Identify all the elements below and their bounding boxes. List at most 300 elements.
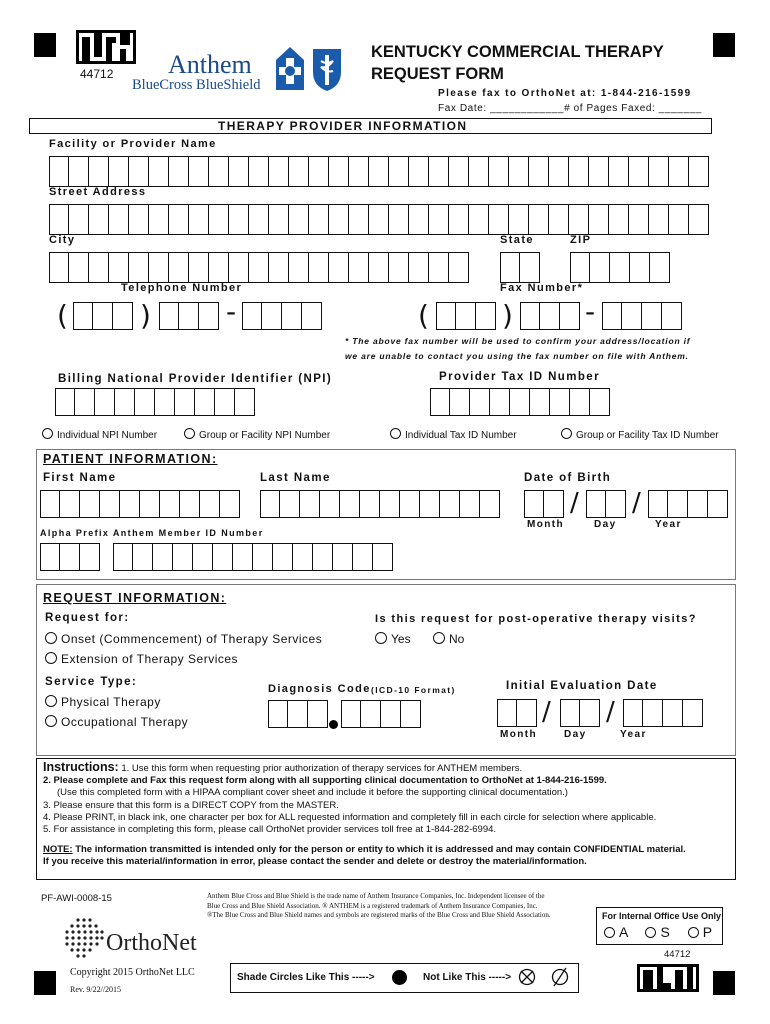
group-tax-option[interactable]: Group or Facility Tax ID Number: [561, 428, 719, 441]
character-box[interactable]: [470, 388, 490, 416]
form-title-line1: KENTUCKY COMMERCIAL THERAPY: [371, 43, 664, 61]
character-box[interactable]: [409, 156, 429, 187]
character-box[interactable]: [369, 156, 389, 187]
instructions-box: [36, 758, 736, 880]
character-box[interactable]: [233, 543, 253, 571]
character-box[interactable]: [353, 543, 373, 571]
character-box[interactable]: [300, 490, 320, 518]
instructions-heading: Instructions:: [43, 760, 119, 774]
character-box[interactable]: [289, 204, 309, 235]
character-box[interactable]: [179, 302, 199, 330]
character-box[interactable]: [73, 302, 93, 330]
character-box[interactable]: [309, 156, 329, 187]
office-p-radio[interactable]: [688, 927, 699, 938]
character-box[interactable]: [430, 388, 450, 416]
character-box[interactable]: [129, 156, 149, 187]
character-box[interactable]: [650, 252, 670, 283]
character-box[interactable]: [590, 388, 610, 416]
character-box[interactable]: [524, 490, 544, 518]
character-box[interactable]: [209, 156, 229, 187]
onset-radio[interactable]: [45, 632, 57, 644]
character-box[interactable]: [623, 699, 643, 727]
character-box[interactable]: [476, 302, 496, 330]
character-box[interactable]: [229, 156, 249, 187]
character-box[interactable]: [589, 204, 609, 235]
character-box[interactable]: [249, 252, 269, 283]
character-box[interactable]: [517, 699, 537, 727]
character-box[interactable]: [688, 490, 708, 518]
character-box[interactable]: [60, 490, 80, 518]
request-section-title: REQUEST INFORMATION:: [43, 591, 227, 605]
orthonet-wordmark: OrthoNet: [106, 930, 197, 956]
phone-open-paren: (: [57, 299, 68, 332]
fax-to-line: Please fax to OrthoNet at: 1-844-216-1599: [438, 88, 692, 99]
form-id-bottom: 44712: [664, 949, 691, 960]
character-box[interactable]: [662, 302, 682, 330]
character-box[interactable]: [589, 156, 609, 187]
phone-prefix-field[interactable]: [159, 302, 219, 330]
character-box[interactable]: [449, 156, 469, 187]
initial-eval-label: Initial Evaluation Date: [506, 680, 658, 692]
character-box[interactable]: [540, 302, 560, 330]
character-box[interactable]: [169, 252, 189, 283]
individual-tax-option[interactable]: Individual Tax ID Number: [390, 428, 517, 441]
character-box[interactable]: [229, 204, 249, 235]
character-box[interactable]: [708, 490, 728, 518]
character-box[interactable]: [95, 388, 115, 416]
office-option-p[interactable]: P: [688, 924, 713, 940]
legal-line-2: Blue Cross and Blue Shield Association. ® ANTHEM is a registered trademark of Anthem Insurance Companies, Inc.: [207, 901, 538, 910]
character-box[interactable]: [189, 204, 209, 235]
diagnosis-code-left-field[interactable]: [268, 700, 328, 728]
character-box[interactable]: [69, 156, 89, 187]
character-box[interactable]: [400, 490, 420, 518]
dob-year-field[interactable]: [648, 490, 728, 518]
office-option-a[interactable]: A: [604, 924, 629, 940]
fax-line-field[interactable]: [602, 302, 682, 330]
character-box[interactable]: [309, 252, 329, 283]
character-box[interactable]: [200, 490, 220, 518]
city-field[interactable]: [49, 252, 469, 283]
character-box[interactable]: [215, 388, 235, 416]
character-box[interactable]: [308, 700, 328, 728]
character-box[interactable]: [569, 156, 589, 187]
fax-prefix-field[interactable]: [520, 302, 580, 330]
dob-slash-2: /: [632, 488, 641, 518]
fax-date-line: Fax Date: ____________# of Pages Faxed: _______: [438, 103, 702, 114]
character-box[interactable]: [490, 388, 510, 416]
character-box[interactable]: [349, 156, 369, 187]
character-box[interactable]: [669, 156, 689, 187]
character-box[interactable]: [429, 204, 449, 235]
character-box[interactable]: [89, 156, 109, 187]
character-box[interactable]: [629, 204, 649, 235]
character-box[interactable]: [153, 543, 173, 571]
first-name-field[interactable]: [40, 490, 240, 518]
character-box[interactable]: [509, 156, 529, 187]
fax-open-paren: (: [418, 299, 429, 332]
character-box[interactable]: [689, 156, 709, 187]
eval-year-field[interactable]: [623, 699, 703, 727]
character-box[interactable]: [320, 490, 340, 518]
character-box[interactable]: [149, 204, 169, 235]
service-type-label: Service Type:: [45, 676, 138, 688]
character-box[interactable]: [409, 252, 429, 283]
legal-line-3: ®The Blue Cross and Blue Shield names and symbols are registered marks of the Blue Cross and Blue Shield Association.: [207, 911, 551, 919]
character-box[interactable]: [249, 204, 269, 235]
state-label: State: [500, 234, 534, 246]
character-box[interactable]: [109, 204, 129, 235]
character-box[interactable]: [109, 156, 129, 187]
slashed-circle-example: [549, 966, 571, 988]
phone-dash: -: [226, 295, 237, 328]
character-box[interactable]: [510, 388, 530, 416]
diagnosis-label: Diagnosis Code: [268, 683, 371, 695]
character-box[interactable]: [49, 204, 69, 235]
alpha-prefix-field[interactable]: [40, 543, 100, 571]
character-box[interactable]: [113, 543, 133, 571]
copyright-text: Copyright 2015 OrthoNet LLC: [70, 967, 195, 978]
office-a-radio[interactable]: [604, 927, 615, 938]
character-box[interactable]: [550, 388, 570, 416]
phone-line-field[interactable]: [242, 302, 322, 330]
eval-year-label: Year: [620, 729, 647, 740]
onset-option[interactable]: Onset (Commencement) of Therapy Services: [45, 632, 322, 646]
first-name-label: First Name: [43, 472, 117, 484]
character-box[interactable]: [49, 252, 69, 283]
orthonet-dot-logo: [64, 917, 104, 959]
character-box[interactable]: [622, 302, 642, 330]
character-box[interactable]: [580, 699, 600, 727]
character-box[interactable]: [75, 388, 95, 416]
character-box[interactable]: [80, 543, 100, 571]
character-box[interactable]: [302, 302, 322, 330]
character-box[interactable]: [683, 699, 703, 727]
character-box[interactable]: [109, 252, 129, 283]
dob-year-label: Year: [655, 519, 682, 530]
crossed-circle-example: [517, 967, 537, 987]
group-npi-option[interactable]: Group or Facility NPI Number: [184, 428, 330, 441]
diagnosis-format: (ICD-10 Format): [371, 685, 456, 695]
individual-tax-radio[interactable]: [390, 428, 401, 439]
character-box[interactable]: [544, 490, 564, 518]
office-use-options: [604, 924, 713, 940]
character-box[interactable]: [289, 252, 309, 283]
character-box[interactable]: [586, 490, 606, 518]
note-label: NOTE:: [43, 844, 73, 856]
character-box[interactable]: [288, 700, 308, 728]
fax-area-code-field[interactable]: [436, 302, 496, 330]
character-box[interactable]: [520, 252, 540, 283]
fax-note-line2: we are unable to contact you using the fax number on file with Anthem.: [345, 351, 689, 361]
zip-label: ZIP: [570, 234, 592, 246]
character-box[interactable]: [269, 252, 289, 283]
character-box[interactable]: [643, 699, 663, 727]
legal-line-1: Anthem Blue Cross and Blue Shield is the trade name of Anthem Insurance Companies, Inc. Independent licensee of the: [207, 892, 545, 900]
last-name-label: Last Name: [260, 472, 331, 484]
character-box[interactable]: [229, 252, 249, 283]
character-box[interactable]: [629, 156, 649, 187]
occupational-therapy-option[interactable]: Occupational Therapy: [45, 715, 188, 729]
character-box[interactable]: [49, 156, 69, 187]
character-box[interactable]: [135, 388, 155, 416]
facility-label: Facility or Provider Name: [49, 138, 217, 150]
character-box[interactable]: [253, 543, 273, 571]
character-box[interactable]: [520, 302, 540, 330]
character-box[interactable]: [40, 490, 60, 518]
character-box[interactable]: [381, 700, 401, 728]
character-box[interactable]: [663, 699, 683, 727]
character-box[interactable]: [569, 204, 589, 235]
instruction-2: 2. Please complete and Fax this request form along with all supporting clinical documentation to OrthoNet at 1-844-216-1599.: [43, 775, 607, 787]
character-box[interactable]: [420, 490, 440, 518]
character-box[interactable]: [689, 204, 709, 235]
form-title-line2: REQUEST FORM: [371, 65, 504, 83]
character-box[interactable]: [189, 156, 209, 187]
character-box[interactable]: [560, 699, 580, 727]
character-box[interactable]: [175, 388, 195, 416]
character-box[interactable]: [273, 543, 293, 571]
character-box[interactable]: [242, 302, 262, 330]
character-box[interactable]: [69, 252, 89, 283]
character-box[interactable]: [89, 204, 109, 235]
state-field[interactable]: [500, 252, 540, 283]
character-box[interactable]: [180, 490, 200, 518]
office-use-title: For Internal Office Use Only: [602, 911, 722, 921]
character-box[interactable]: [293, 543, 313, 571]
character-box[interactable]: [429, 156, 449, 187]
character-box[interactable]: [269, 204, 289, 235]
eval-day-field[interactable]: [560, 699, 600, 727]
character-box[interactable]: [497, 699, 517, 727]
character-box[interactable]: [369, 252, 389, 283]
character-box[interactable]: [133, 543, 153, 571]
character-box[interactable]: [329, 252, 349, 283]
character-box[interactable]: [313, 543, 333, 571]
character-box[interactable]: [60, 543, 80, 571]
character-box[interactable]: [129, 204, 149, 235]
character-box[interactable]: [549, 156, 569, 187]
npi-label: Billing National Provider Identifier (NPI): [58, 373, 333, 385]
character-box[interactable]: [648, 490, 668, 518]
character-box[interactable]: [360, 490, 380, 518]
character-box[interactable]: [530, 388, 550, 416]
character-box[interactable]: [55, 388, 75, 416]
character-box[interactable]: [609, 204, 629, 235]
character-box[interactable]: [93, 302, 113, 330]
character-box[interactable]: [199, 302, 219, 330]
city-label: City: [49, 234, 76, 246]
character-box[interactable]: [195, 388, 215, 416]
extension-radio[interactable]: [45, 652, 57, 664]
character-box[interactable]: [69, 204, 89, 235]
form-code-logo-bottom: [637, 964, 699, 992]
street-address-field[interactable]: [49, 204, 709, 235]
individual-npi-radio[interactable]: [42, 428, 53, 439]
zip-field[interactable]: [570, 252, 670, 283]
anthem-subtitle: BlueCross BlueShield: [132, 77, 261, 93]
character-box[interactable]: [456, 302, 476, 330]
character-box[interactable]: [113, 302, 133, 330]
character-box[interactable]: [115, 388, 135, 416]
character-box[interactable]: [89, 252, 109, 283]
extension-option[interactable]: Extension of Therapy Services: [45, 652, 238, 666]
character-box[interactable]: [560, 302, 580, 330]
character-box[interactable]: [349, 204, 369, 235]
eval-month-field[interactable]: [497, 699, 537, 727]
character-box[interactable]: [280, 490, 300, 518]
character-box[interactable]: [649, 156, 669, 187]
post-op-no-radio[interactable]: [433, 632, 445, 644]
form-code: PF-AWI-0008-15: [41, 893, 112, 904]
character-box[interactable]: [436, 302, 456, 330]
patient-section-title: PATIENT INFORMATION:: [43, 452, 218, 466]
group-tax-radio[interactable]: [561, 428, 572, 439]
character-box[interactable]: [169, 204, 189, 235]
character-box[interactable]: [590, 252, 610, 283]
post-op-no-option[interactable]: No: [433, 632, 464, 646]
character-box[interactable]: [220, 490, 240, 518]
character-box[interactable]: [160, 490, 180, 518]
character-box[interactable]: [373, 543, 393, 571]
dob-slash-1: /: [570, 488, 579, 518]
character-box[interactable]: [169, 156, 189, 187]
character-box[interactable]: [489, 156, 509, 187]
group-npi-radio[interactable]: [184, 428, 195, 439]
character-box[interactable]: [449, 204, 469, 235]
character-box[interactable]: [509, 204, 529, 235]
shade-like-this: Shade Circles Like This ----->: [237, 972, 375, 983]
character-box[interactable]: [649, 204, 669, 235]
character-box[interactable]: [289, 156, 309, 187]
character-box[interactable]: [140, 490, 160, 518]
character-box[interactable]: [630, 252, 650, 283]
character-box[interactable]: [480, 490, 500, 518]
character-box[interactable]: [642, 302, 662, 330]
character-box[interactable]: [213, 543, 233, 571]
instruction-4: 4. Please PRINT, in black ink, one character per box for ALL requested information and completely fill in each circle for selection where applicable.: [43, 811, 657, 823]
character-box[interactable]: [349, 252, 369, 283]
eval-slash-2: /: [606, 697, 615, 727]
character-box[interactable]: [549, 204, 569, 235]
last-name-field[interactable]: [260, 490, 500, 518]
character-box[interactable]: [380, 490, 400, 518]
diagnosis-code-right-field[interactable]: [341, 700, 421, 728]
character-box[interactable]: [389, 252, 409, 283]
request-for-label: Request for:: [45, 612, 130, 624]
character-box[interactable]: [149, 252, 169, 283]
character-box[interactable]: [570, 388, 590, 416]
character-box[interactable]: [268, 700, 288, 728]
post-op-yes-radio[interactable]: [375, 632, 387, 644]
character-box[interactable]: [235, 388, 255, 416]
character-box[interactable]: [159, 302, 179, 330]
character-box[interactable]: [361, 700, 381, 728]
character-box[interactable]: [669, 204, 689, 235]
physical-therapy-radio[interactable]: [45, 695, 57, 707]
character-box[interactable]: [606, 490, 626, 518]
character-box[interactable]: [333, 543, 353, 571]
character-box[interactable]: [570, 252, 590, 283]
character-box[interactable]: [529, 156, 549, 187]
character-box[interactable]: [340, 490, 360, 518]
character-box[interactable]: [341, 700, 361, 728]
character-box[interactable]: [329, 204, 349, 235]
character-box[interactable]: [460, 490, 480, 518]
character-box[interactable]: [489, 204, 509, 235]
character-box[interactable]: [173, 543, 193, 571]
character-box[interactable]: [469, 204, 489, 235]
npi-field[interactable]: [55, 388, 255, 416]
character-box[interactable]: [401, 700, 421, 728]
physical-therapy-option[interactable]: Physical Therapy: [45, 695, 161, 709]
not-like-this: Not Like This ----->: [423, 972, 512, 983]
character-box[interactable]: [529, 204, 549, 235]
character-box[interactable]: [602, 302, 622, 330]
character-box[interactable]: [120, 490, 140, 518]
provider-section-title: THERAPY PROVIDER INFORMATION: [218, 119, 468, 133]
dob-day-field[interactable]: [586, 490, 626, 518]
character-box[interactable]: [40, 543, 60, 571]
character-box[interactable]: [189, 252, 209, 283]
character-box[interactable]: [429, 252, 449, 283]
individual-npi-option[interactable]: Individual NPI Number: [42, 428, 157, 441]
character-box[interactable]: [409, 204, 429, 235]
legal-text: [207, 892, 587, 921]
character-box[interactable]: [309, 204, 329, 235]
character-box[interactable]: [193, 543, 213, 571]
character-box[interactable]: [500, 252, 520, 283]
occupational-therapy-radio[interactable]: [45, 715, 57, 727]
blue-cross-icon: [274, 46, 306, 92]
character-box[interactable]: [389, 204, 409, 235]
character-box[interactable]: [209, 204, 229, 235]
office-s-radio[interactable]: [645, 927, 656, 938]
character-box[interactable]: [262, 302, 282, 330]
character-box[interactable]: [149, 156, 169, 187]
character-box[interactable]: [609, 156, 629, 187]
character-box[interactable]: [269, 156, 289, 187]
character-box[interactable]: [610, 252, 630, 283]
phone-area-code-field[interactable]: [73, 302, 133, 330]
character-box[interactable]: [369, 204, 389, 235]
dob-month-field[interactable]: [524, 490, 564, 518]
registration-mark-bottom-right: [713, 971, 735, 995]
anthem-wordmark: Anthem: [168, 50, 252, 79]
character-box[interactable]: [450, 388, 470, 416]
character-box[interactable]: [389, 156, 409, 187]
character-box[interactable]: [282, 302, 302, 330]
character-box[interactable]: [329, 156, 349, 187]
character-box[interactable]: [469, 156, 489, 187]
office-option-s[interactable]: S: [645, 924, 670, 940]
character-box[interactable]: [100, 490, 120, 518]
tax-id-field[interactable]: [430, 388, 610, 416]
dob-day-label: Day: [594, 519, 617, 530]
character-box[interactable]: [209, 252, 229, 283]
member-id-field[interactable]: [113, 543, 393, 571]
character-box[interactable]: [440, 490, 460, 518]
character-box[interactable]: [449, 252, 469, 283]
post-op-yes-option[interactable]: Yes: [375, 632, 411, 646]
character-box[interactable]: [668, 490, 688, 518]
character-box[interactable]: [155, 388, 175, 416]
facility-name-field[interactable]: [49, 156, 709, 187]
character-box[interactable]: [260, 490, 280, 518]
character-box[interactable]: [80, 490, 100, 518]
character-box[interactable]: [249, 156, 269, 187]
character-box[interactable]: [129, 252, 149, 283]
